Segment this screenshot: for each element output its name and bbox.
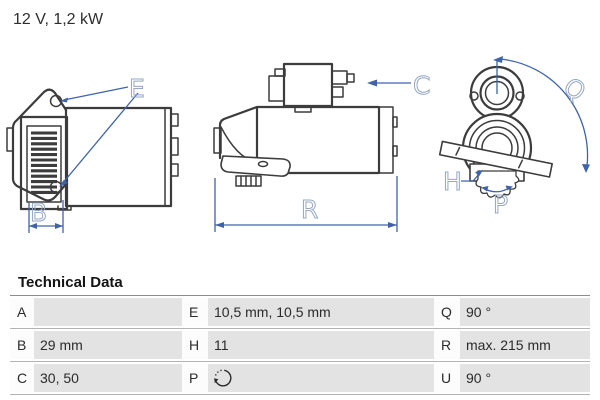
tech-row-value: 11 [208,331,434,359]
tech-row-value: max. 215 mm [460,331,590,359]
tech-row-value: 10,5 mm, 10,5 mm [208,298,434,326]
table-row [10,298,590,326]
section-heading: Technical Data [18,274,123,291]
dim-label-b: B [30,198,48,227]
drawing-drive-end-view [7,90,178,210]
tech-row-value: 90 ° [460,364,590,392]
row-divider [10,361,590,362]
tech-row-label: U [434,364,460,392]
dim-label-q: Q [558,71,592,107]
rotation-direction-icon [214,369,232,387]
tech-row-value: 29 mm [34,331,182,359]
table-row [10,364,590,392]
tech-row-label: Q [434,298,460,326]
pinion-stripes [31,133,57,192]
dim-label-e: E [129,74,145,103]
tech-row-label: C [10,364,34,392]
row-divider [10,328,590,329]
page-title: 12 V, 1,2 kW [13,11,104,28]
dim-label-c: C [413,71,431,100]
tech-row-label: E [182,298,208,326]
tech-row-value: 90 ° [460,298,590,326]
technical-data-table [10,298,590,397]
heading-rule [10,295,590,296]
row-divider [10,394,590,395]
table-row [10,331,590,359]
dim-label-r: R [301,195,319,224]
tech-row-value [208,364,434,392]
dim-label-h: H [443,167,462,196]
tech-row-label: B [10,331,34,359]
tech-row-label: P [182,364,208,392]
tech-row-label: H [182,331,208,359]
dim-label-p: P [493,190,509,219]
tech-row-value [34,298,182,326]
tech-row-label: R [434,331,460,359]
tech-row-label: A [10,298,34,326]
tech-row-value: 30, 50 [34,364,182,392]
